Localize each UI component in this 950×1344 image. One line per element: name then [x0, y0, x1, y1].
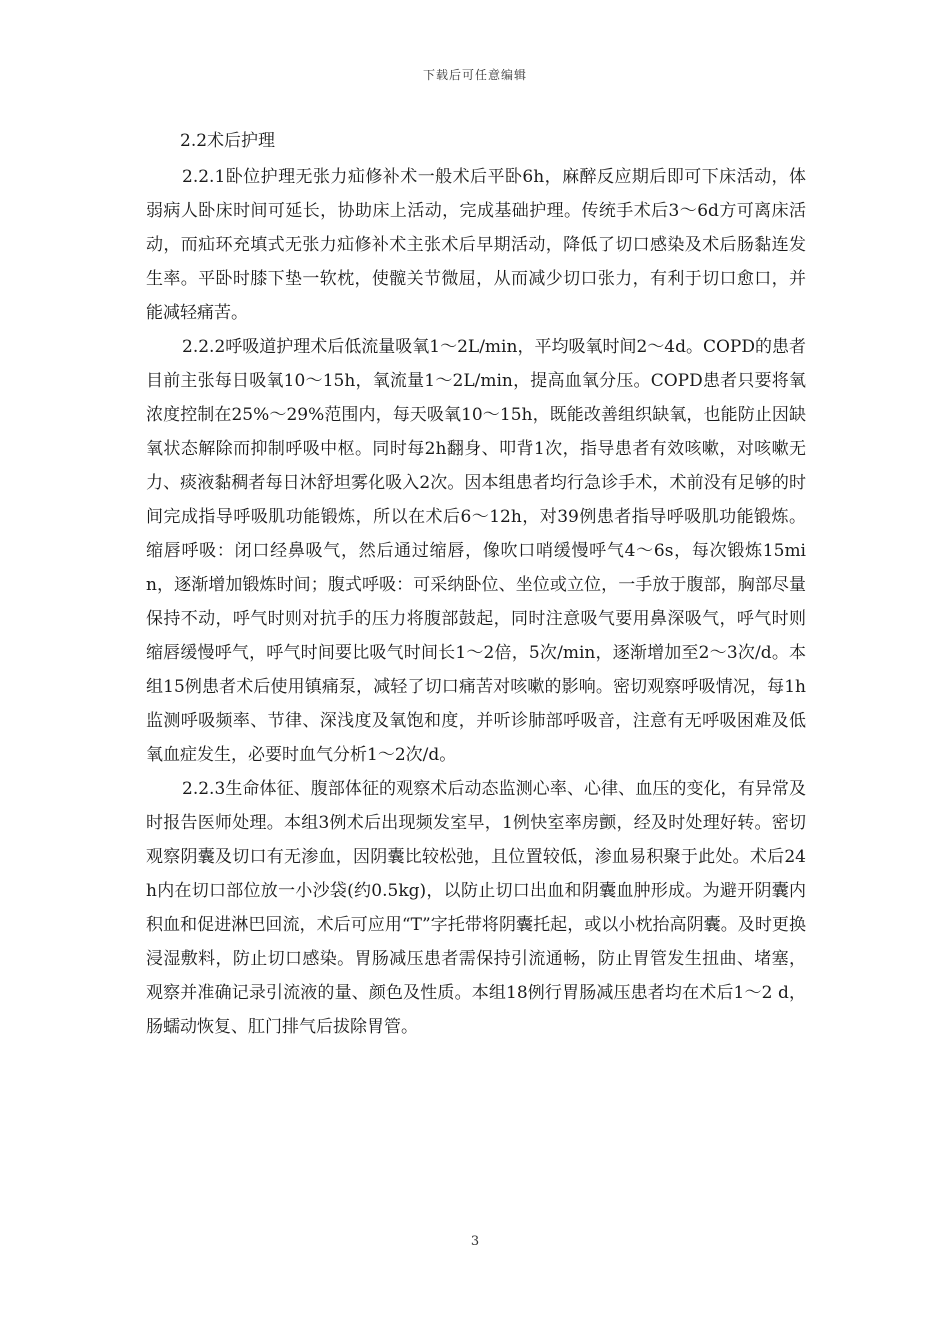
paragraph-vital-signs: 2.2.3生命体征、腹部体征的观察术后动态监测心率、心律、血压的变化，有异常及时报告医师处理。本组3例术后出现频发室早，1例快室率房颤，经及时处理好转。密切观察阴囊及切口有无渗血，因阴囊比较松弛，且位置较低，渗血易积聚于此处。术后24h内在切口部位放一小沙袋(约0.5kg)，以防止切口出血和阴囊血肿形成。为避开阴囊内积血和促进淋巴回流，术后可应用“T”字托带将阴囊托起，或以小枕抬高阴囊。及时更换浸湿敷料，防止切口感染。胃肠减压患者需保持引流通畅，防止胃管发生扭曲、堵塞，观察并准确记录引流液的量、颜色及性质。本组18例行胃肠减压患者均在术后1～2 d，肠蠕动恢复、肛门排气后拔除胃管。 — [146, 779, 806, 1037]
page-header-note: 下载后可任意编辑 — [422, 68, 527, 82]
paragraph-respiratory-care: 2.2.2呼吸道护理术后低流量吸氧1～2L/min，平均吸氧时间2～4d。COPD的患者目前主张每日吸氧10～15h，氧流量1～2L/min，提高血氧分压。COPD患者只要将氧浓度控制在25%～29%范围内，每天吸氧10～15h，既能改善组织缺氧，也能防止因缺氧状态解除而抑制呼吸中枢。同时每2h翻身、叩背1次，指导患者有效咳嗽，对咳嗽无力、痰液黏稠者每日沐舒坦雾化吸入2次。因本组患者均行急诊手术，术前没有足够的时间完成指导呼吸肌功能锻炼，所以在术后6～12h，对39例患者指导呼吸肌功能锻炼。缩唇呼吸：闭口经鼻吸气，然后通过缩唇，像吹口哨缓慢呼气4～6s，每次锻炼15min，逐渐增加锻炼时间；腹式呼吸：可采纳卧位、坐位或立位，一手放于腹部，胸部尽量保持不动，呼气时则对抗手的压力将腹部鼓起，同时注意吸气要用鼻深吸气，呼气时则缩唇缓慢呼气，呼气时间要比吸气时间长1～2倍，5次/min，逐渐增加至2～3次/d。本组15例患者术后使用镇痛泵，减轻了切口痛苦对咳嗽的影响。密切观察呼吸情况，每1h监测呼吸频率、节律、深浅度及氧饱和度，并听诊肺部呼吸音，注意有无呼吸困难及低氧血症发生，必要时血气分析1～2次/d。 — [146, 337, 806, 765]
section-title: 2.2术后护理 — [180, 131, 276, 151]
document-body — [146, 124, 806, 1044]
page-number: 3 — [470, 1234, 480, 1249]
paragraph-position-care: 2.2.1卧位护理无张力疝修补术一般术后平卧6h，麻醉反应期后即可下床活动，体弱病人卧床时间可延长，协助床上活动，完成基础护理。传统手术后3～6d方可离床活动，而疝环充填式无张力疝修补术主张术后早期活动，降低了切口感染及术后肠黏连发生率。平卧时膝下垫一软枕，使髋关节微屈，从而减少切口张力，有利于切口愈口，并能减轻痛苦。 — [146, 167, 806, 323]
